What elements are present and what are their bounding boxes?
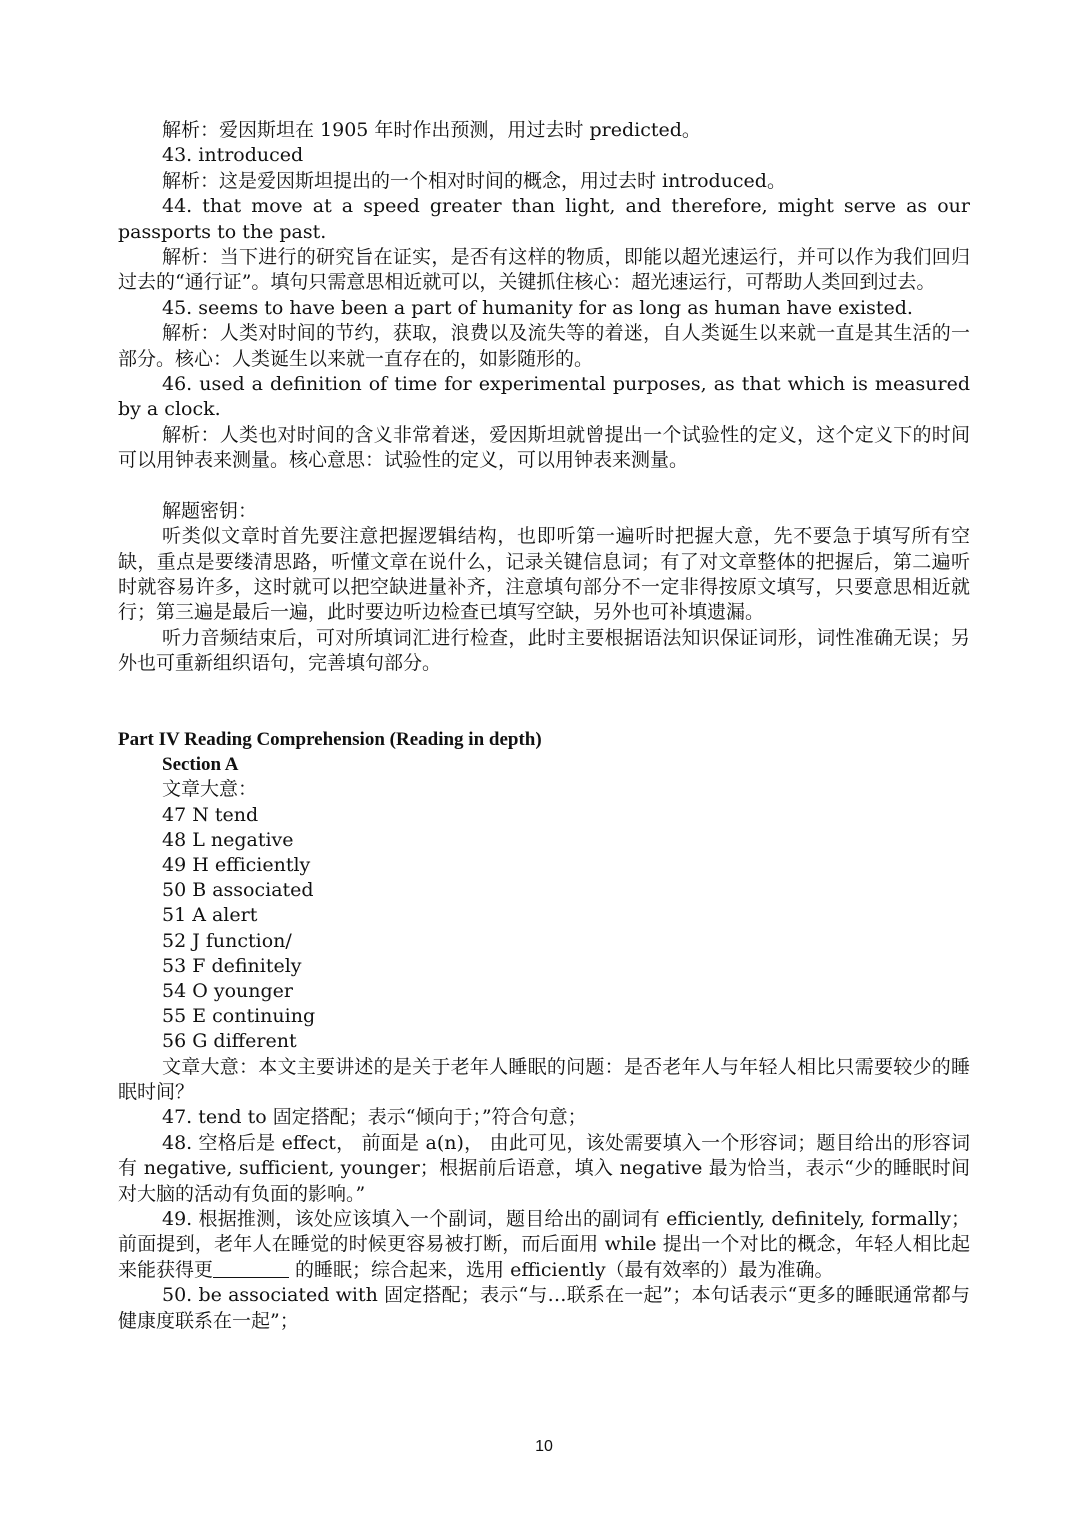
answer-item: 47 N tend: [162, 803, 259, 826]
page-number: 10: [535, 1438, 553, 1455]
explanation-49-part-2: 的睡眠；综合起来，选用 efficiently（最有效率的）最为准确。: [289, 1258, 834, 1281]
analysis-44: 解析：当下进行的研究旨在证实，是否有这样的物质，即能以超光速运行，并可以作为我们回归过去的“通行证”。填句只需意思相近就可以，关键抓住核心：超光速运行，可帮助人类回到过去。: [118, 246, 970, 294]
answer-item: 52 J function/: [162, 929, 292, 952]
answer-45: 45. seems to have been a part of humanity for as long as human have existed.: [162, 296, 913, 319]
page-content: [118, 118, 970, 1334]
answer-43: 43. introduced: [162, 144, 304, 167]
explanation-47: 47. tend to 固定搭配；表示“倾向于；”符合句意；: [162, 1106, 587, 1129]
answer-item: 50 B associated: [162, 879, 314, 902]
answer-44: 44. that move at a speed greater than light, and therefore, might serve as our passports to the past.: [118, 195, 970, 243]
answer-item: 56 G different: [162, 1030, 297, 1053]
explanation-50: 50. be associated with 固定搭配；表示“与…联系在一起”；本句话表示“更多的睡眠通常都与健康度联系在一起”；: [118, 1284, 970, 1332]
article-summary: 文章大意：本文主要讲述的是关于老年人睡眠的问题：是否老年人与年轻人相比只需要较少的睡眠时间？: [118, 1055, 970, 1103]
tips-title: 解题密钥：: [162, 499, 258, 522]
answer-46: 46. used a definition of time for experimental purposes, as that which is measured by a clock.: [118, 373, 970, 421]
analysis-43: 解析：这是爱因斯坦提出的一个相对时间的概念，用过去时 introduced。: [162, 169, 786, 192]
answer-item: 55 E continuing: [162, 1005, 316, 1028]
fill-in-blank: [213, 1259, 289, 1278]
explanation-49: [118, 1207, 970, 1283]
answer-item: 51 A alert: [162, 904, 258, 927]
analysis-46: 解析：人类也对时间的含义非常着迷，爱因斯坦就曾提出一个试验性的定义，这个定义下的时间可以用钟表来测量。核心意思：试验性的定义，可以用钟表来测量。: [118, 423, 970, 472]
summary-label: 文章大意：: [162, 778, 258, 801]
answer-item: 49 H efficiently: [162, 853, 311, 876]
analysis-45: 解析：人类对时间的节约，获取，浪费以及流失等的着迷，自人类诞生以来就一直是其生活的一部分。核心：人类诞生以来就一直存在的，如影随形的。: [118, 322, 970, 370]
spacer: [118, 474, 970, 499]
part-heading: Part IV Reading Comprehension (Reading in depth): [118, 728, 542, 750]
answer-item: 48 L negative: [162, 828, 294, 851]
answer-item: 53 F definitely: [162, 954, 302, 977]
answer-item: 54 O younger: [162, 979, 293, 1002]
section-heading: Section A: [162, 753, 239, 775]
spacer: [118, 677, 970, 727]
tips-paragraph-2: 听力音频结束后，可对所填词汇进行检查，此时主要根据语法知识保证词形，词性准确无误；另外也可重新组织语句，完善填句部分。: [118, 626, 970, 675]
analysis-42: 解析：爱因斯坦在 1905 年时作出预测，用过去时 predicted。: [162, 119, 701, 141]
explanation-49-part-1: 49. 根据推测，该处应该填入一个副词，题目给出的副词有 efficiently, definitely, formally；前面提到，老年人在睡觉的时候更容易被打断，而后面用 while 提出一个对比的概念，年轻人相比起来能获得更: [118, 1208, 970, 1281]
explanation-48: 48. 空格后是 effect， 前面是 a(n)， 由此可见，该处需要填入一个形容词；题目给出的形容词有 negative, sufficient, younger；根据前后语意，填入 negative 最为恰当，表示“少的睡眠时间对大脑的活动有负面的影响。”: [118, 1131, 970, 1205]
tips-paragraph-1: 听类似文章时首先要注意把握逻辑结构，也即听第一遍听时把握大意，先不要急于填写所有空缺，重点是要缕清思路，听懂文章在说什么，记录关键信息词；有了对文章整体的把握后，第二遍听时就容易许多，这时就可以把空缺进量补齐，注意填句部分不一定非得按原文填写，只要意思相近就行；第三遍是最后一遍，此时要边听边检查已填写空缺，另外也可补填遗漏。: [118, 525, 970, 624]
